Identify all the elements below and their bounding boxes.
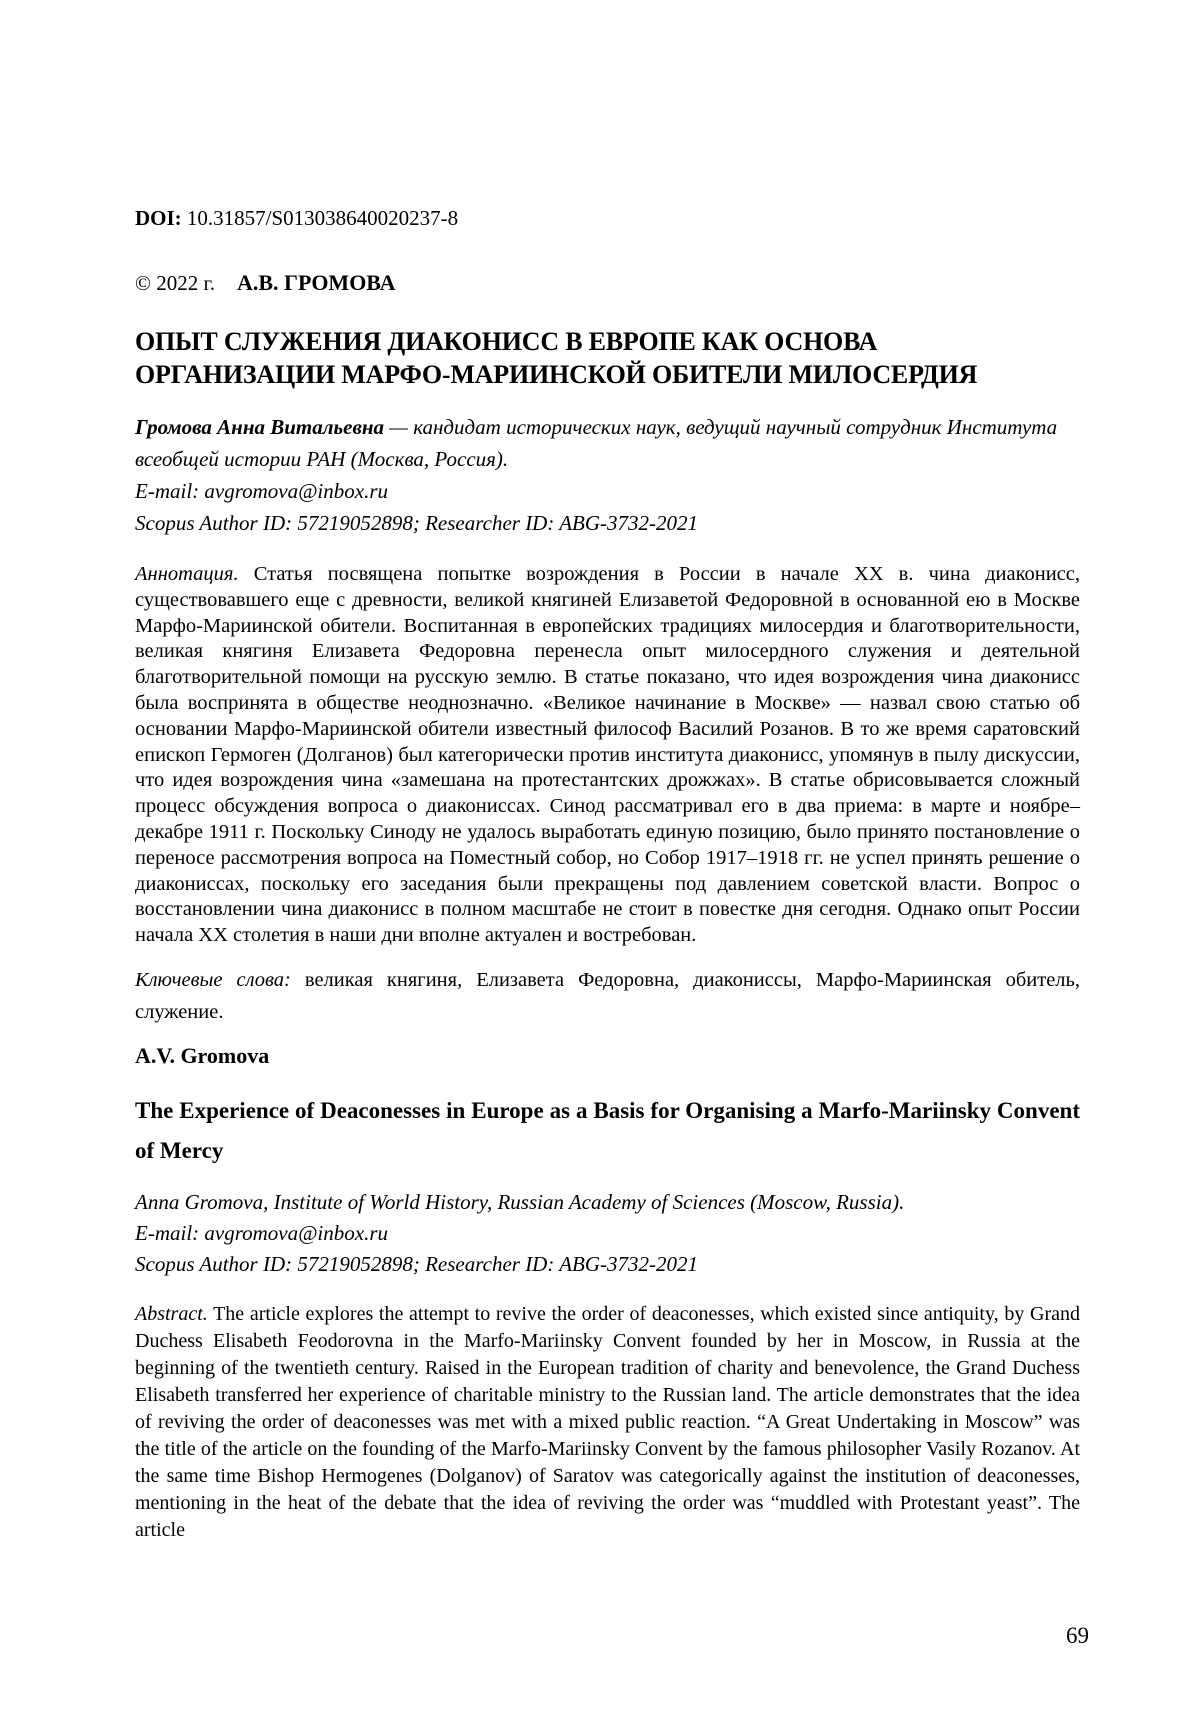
article-title-en: The Experience of Deaconesses in Europe as a Basis for Organising a Marfo-Mariinsky Convent of Mercy — [135, 1097, 1080, 1163]
keywords-label-ru: Ключевые слова: — [135, 968, 291, 991]
author-degree-ru: — кандидат исторических наук, ведущий научный сотрудник Института всеобщей истории РАН (Москва, Россия). — [135, 415, 1058, 471]
abstract-text-en: The article explores the attempt to revive the order of deaconesses, which existed since antiquity, by Grand Duchess Elisabeth Feodorovna in the Marfo-Mariinsky Convent founded by her in Moscow, in Russia at the beginning of the twentieth century. Raised in the European tradition of charity and benevolence, the Grand Duchess Elisabeth transferred her experience of charitable ministry to the Russian land. The article demonstrates that the idea of reviving the order of deaconesses was met with a mixed public reaction. “A Great Undertaking in Moscow” was the title of the article on the founding of the Marfo-Mariinsky Convent by the famous philosopher Vasily Rozanov. At the same time Bishop Hermogenes (Dolganov) of Saratov was categorically against the institution of deaconesses, mentioning in the heat of the debate that the idea of reviving the order was “muddled with Protestant yeast”. The article — [135, 1302, 1080, 1541]
abstract-label-ru: Аннотация. — [135, 563, 239, 585]
doi-value: 10.31857/S013038640020237-8 — [186, 206, 459, 230]
author-name-ru: Громова Анна Витальевна — [135, 415, 385, 439]
author-ids-en: Scopus Author ID: 57219052898; Researcher ID: ABG-3732-2021 — [135, 1251, 699, 1276]
doi-label: DOI: — [135, 206, 182, 230]
author-info-en — [135, 1187, 1080, 1280]
author-email-en: E-mail: avgromova@inbox.ru — [135, 1220, 388, 1245]
doi-line — [135, 205, 1080, 231]
keywords-ru — [135, 964, 1080, 1028]
abstract-ru — [135, 562, 1080, 949]
abstract-label-en: Abstract. — [135, 1302, 208, 1325]
author-ids-ru: Scopus Author ID: 57219052898; Researcher ID: ABG-3732-2021 — [135, 511, 699, 535]
abstract-en — [135, 1301, 1080, 1544]
author-email-ru: E-mail: avgromova@inbox.ru — [135, 479, 388, 503]
author-info-ru — [135, 411, 1080, 539]
keywords-text-ru: великая княгиня, Елизавета Федоровна, диакониссы, Марфо-Мариинская обитель, служение. — [135, 968, 1080, 1023]
copyright-year: © 2022 г. — [135, 271, 215, 295]
article-first-page — [135, 205, 1080, 1544]
copyright-line — [135, 270, 1080, 296]
author-name-caps: А.В. ГРОМОВА — [236, 270, 396, 295]
page-number: 69 — [1066, 1623, 1089, 1648]
author-name-en: A.V. Gromova — [135, 1042, 270, 1068]
article-title-ru: ОПЫТ СЛУЖЕНИЯ ДИАКОНИСС В ЕВРОПЕ КАК ОСНОВА ОРГАНИЗАЦИИ МАРФО-МАРИИНСКОЙ ОБИТЕЛИ МИЛОСЕРДИЯ — [135, 327, 978, 389]
abstract-text-ru: Статья посвящена попытке возрождения в России в начале XX в. чина диаконисс, существовавшего еще с древности, великой княгиней Елизаветой Федоровной в основанной ею в Москве Марфо-Мариинской обители. Воспитанная в европейских традициях милосердия и благотворительности, великая княгиня Елизавета Федоровна перенесла опыт милосердного служения и деятельной благотворительной помощи на русскую землю. В статье показано, что идея возрождения чина диаконисс была воспринята в обществе неоднозначно. «Великое начинание в Москве» — назвал свою статью об основании Марфо-Мариинской обители известный философ Василий Розанов. В то же время саратовский епископ Гермоген (Долганов) был категорически против института диаконисс, упомянув в пылу дискуссии, что идея возрождения чина «замешана на протестантских дрожжах». В статье обрисовывается сложный процесс обсуждения вопроса о диакониссах. Синод рассматривал его в два приема: в марте и ноябре–декабре 1911 г. Поскольку Синоду не удалось выработать единую позицию, было принято постановление о переносе рассмотрения вопроса на Поместный собор, но Собор 1917–1918 гг. не успел принять решение о диакониссах, поскольку его заседания были прекращены под давлением советской власти. Вопрос о восстановлении чина диаконисс в полном масштабе не стоит в повестке дня сегодня. Однако опыт России начала XX столетия в наши дни вполне актуален и востребован. — [135, 563, 1080, 947]
author-affiliation-en: Anna Gromova, Institute of World History, Russian Academy of Sciences (Moscow, Russia). — [135, 1189, 905, 1214]
author-affiliation-ru — [135, 411, 1080, 475]
